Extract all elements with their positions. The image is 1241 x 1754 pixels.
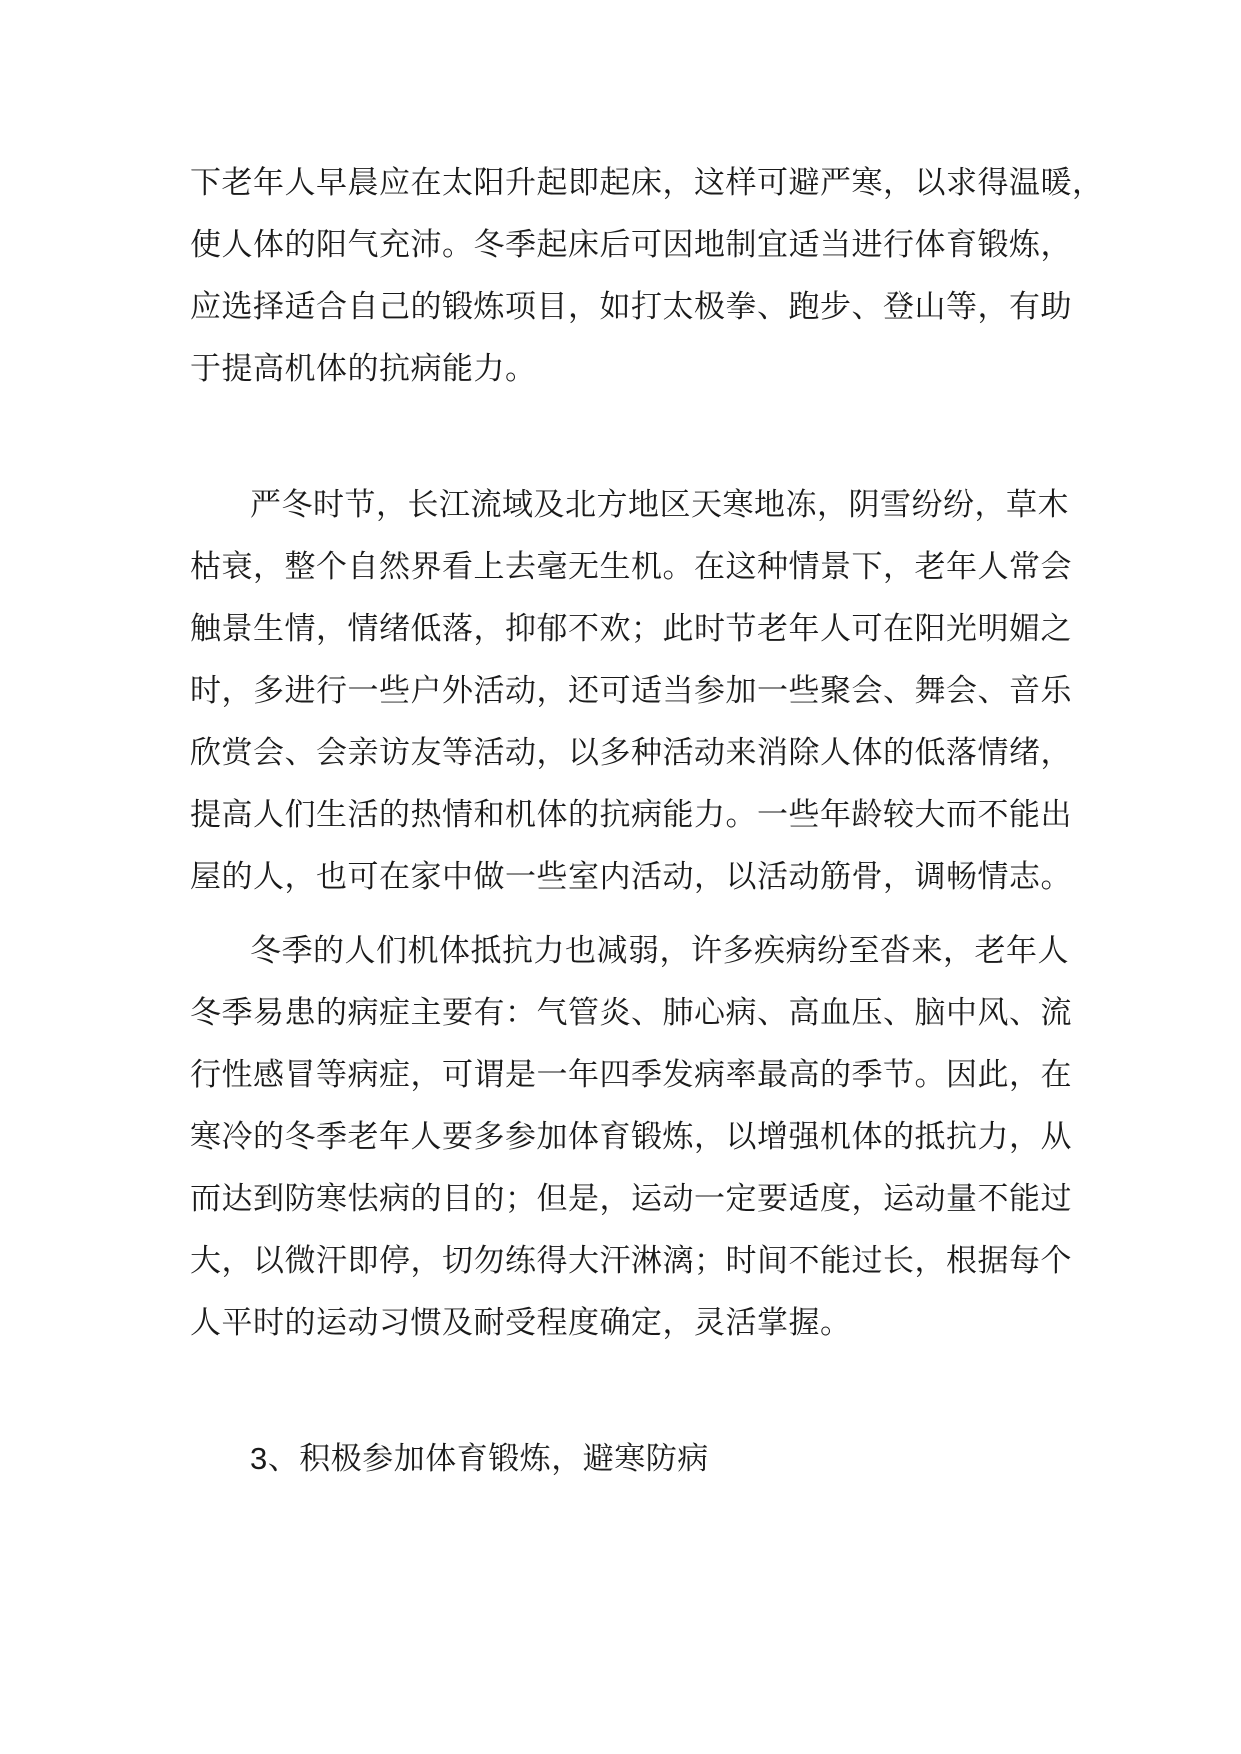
paragraph-3-line-1: 冬季的人们机体抵抗力也减弱，许多疾病纷至沓来，老年人 xyxy=(250,933,1069,969)
paragraph-3-line-7: 人平时的运动习惯及耐受程度确定，灵活掌握。 xyxy=(190,1305,852,1341)
section-heading xyxy=(250,1439,709,1479)
section-heading-number: 3 xyxy=(250,1441,268,1476)
paragraph-3-line-3: 行性感冒等病症，可谓是一年四季发病率最高的季节。因此，在 xyxy=(190,1057,1072,1093)
paragraph-2-line-6: 提高人们生活的热情和机体的抗病能力。一些年龄较大而不能出 xyxy=(190,797,1072,833)
paragraph-3-line-4: 寒冷的冬季老年人要多参加体育锻炼，以增强机体的抵抗力，从 xyxy=(190,1119,1072,1155)
section-heading-text: 、积极参加体育锻炼，避寒防病 xyxy=(267,1441,709,1477)
paragraph-1-line-1: 下老年人早晨应在太阳升起即起床，这样可避严寒，以求得温暖， xyxy=(190,165,1104,201)
paragraph-1-line-3: 应选择适合自己的锻炼项目，如打太极拳、跑步、登山等，有助 xyxy=(190,289,1072,325)
paragraph-1-line-2: 使人体的阳气充沛。冬季起床后可因地制宜适当进行体育锻炼， xyxy=(190,227,1072,263)
paragraph-3-line-2: 冬季易患的病症主要有：气管炎、肺心病、高血压、脑中风、流 xyxy=(190,995,1072,1031)
paragraph-2-line-1: 严冬时节，长江流域及北方地区天寒地冻，阴雪纷纷，草木 xyxy=(250,487,1069,523)
paragraph-2-line-5: 欣赏会、会亲访友等活动，以多种活动来消除人体的低落情绪， xyxy=(190,735,1072,771)
paragraph-2-line-2: 枯衰，整个自然界看上去毫无生机。在这种情景下，老年人常会 xyxy=(190,549,1072,585)
paragraph-3-line-5: 而达到防寒怯病的目的；但是，运动一定要适度，运动量不能过 xyxy=(190,1181,1072,1217)
paragraph-3-line-6: 大，以微汗即停，切勿练得大汗淋漓；时间不能过长，根据每个 xyxy=(190,1243,1072,1279)
paragraph-2-line-4: 时，多进行一些户外活动，还可适当参加一些聚会、舞会、音乐 xyxy=(190,673,1072,709)
paragraph-2-line-3: 触景生情，情绪低落，抑郁不欢；此时节老年人可在阳光明媚之 xyxy=(190,611,1072,647)
paragraph-2-line-7: 屋的人，也可在家中做一些室内活动，以活动筋骨，调畅情志。 xyxy=(190,859,1072,895)
paragraph-1-line-4: 于提高机体的抗病能力。 xyxy=(190,351,537,387)
